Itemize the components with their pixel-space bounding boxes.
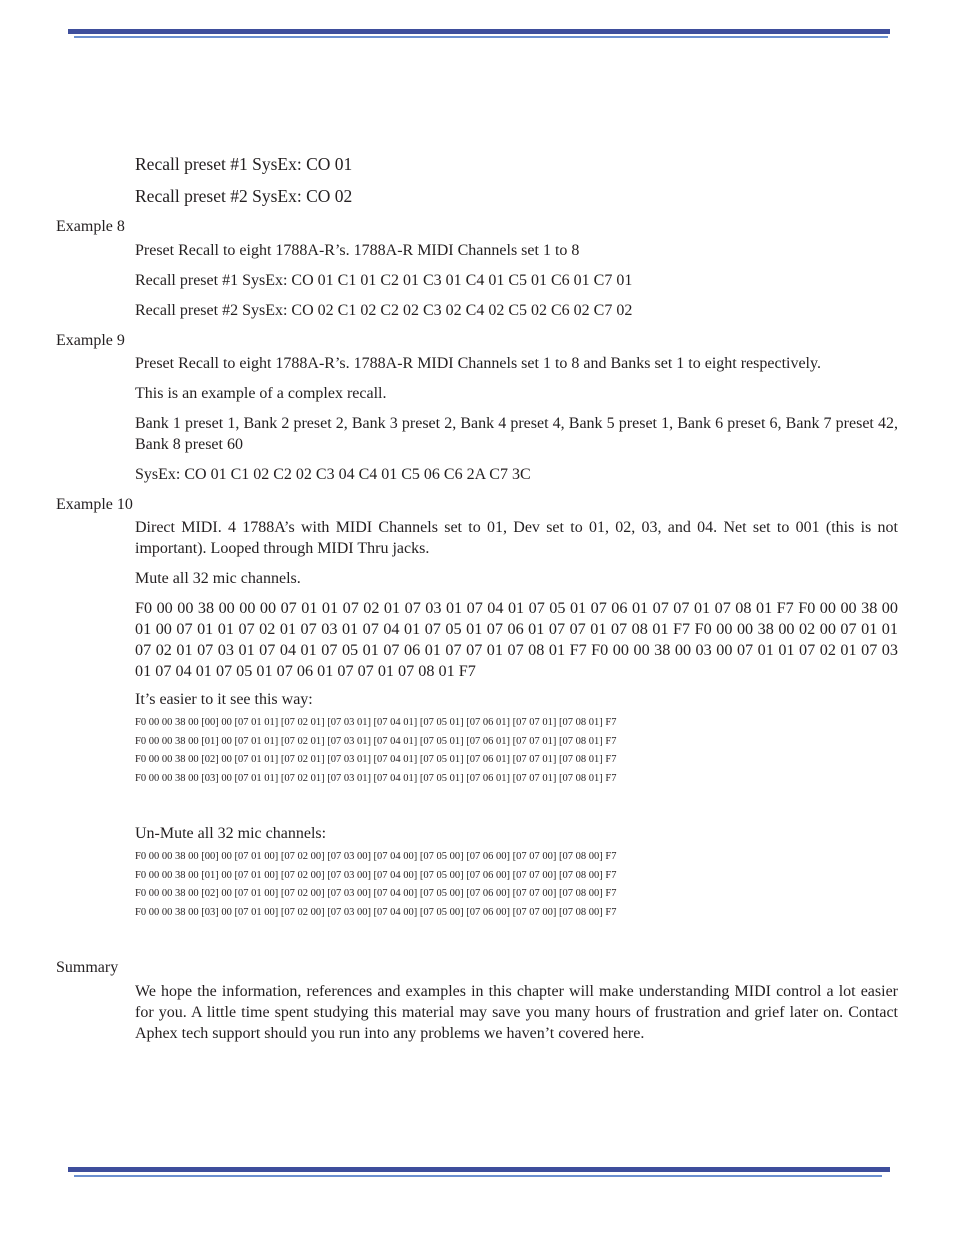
mute-hex-line-1: F0 00 00 38 00 [00] 00 [07 01 01] [07 02 01] [07 03 01] [07 04 01] [07 05 01] [07 06 01] [07 07 01] [07 08 01] F7: [135, 717, 617, 728]
unmute-hex-block: [135, 848, 898, 922]
example-9-line-4: SysEx: CO 01 C1 02 C2 02 C3 04 C4 01 C5 06 C6 2A C7 3C: [135, 466, 531, 483]
example-8-line-1: Preset Recall to eight 1788A-R’s. 1788A-R MIDI Channels set 1 to 8: [135, 242, 580, 259]
example-10-intro: Direct MIDI. 4 1788A’s with MIDI Channels set to 01, Dev set to 01, 02, 03, and 04. Net set to 001 (this is not important). Looped through MIDI Thru jacks.: [135, 519, 898, 557]
example-9-line-3: Bank 1 preset 1, Bank 2 preset 2, Bank 3 preset 2, Bank 4 preset 4, Bank 5 preset 1, Bank 6 preset 6, Bank 7 preset 42, Bank 8 preset 60: [135, 415, 898, 453]
mute-hex-line-2: F0 00 00 38 00 [01] 00 [07 01 01] [07 02 01] [07 03 01] [07 04 01] [07 05 01] [07 06 01] [07 07 01] [07 08 01] F7: [135, 735, 617, 747]
example-8-heading: Example 8: [56, 218, 125, 235]
mute-hex-line-3: F0 00 00 38 00 [02] 00 [07 01 01] [07 02 01] [07 03 01] [07 04 01] [07 05 01] [07 06 01] [07 07 01] [07 08 01] F7: [135, 754, 617, 766]
mute-hex-line-4: F0 00 00 38 00 [03] 00 [07 01 01] [07 02 01] [07 03 01] [07 04 01] [07 05 01] [07 06 01] [07 07 01] [07 08 01] F7: [135, 772, 617, 784]
footer-rule-thin: [74, 1175, 882, 1177]
unmute-hex-line-3: F0 00 00 38 00 [02] 00 [07 01 00] [07 02 00] [07 03 00] [07 04 00] [07 05 00] [07 06 00] [07 07 00] [07 08 00] F7: [135, 888, 617, 900]
intro-line-1: Recall preset #1 SysEx: CO 01: [135, 154, 353, 174]
example-8-line-2: Recall preset #1 SysEx: CO 01 C1 01 C2 01 C3 01 C4 01 C5 01 C6 01 C7 01: [135, 272, 633, 289]
unmute-hex-line-4: F0 00 00 38 00 [03] 00 [07 01 00] [07 02 00] [07 03 00] [07 04 00] [07 05 00] [07 06 00] [07 07 00] [07 08 00] F7: [135, 906, 617, 918]
header-rule: [68, 29, 890, 38]
unmute-hex-line-2: F0 00 00 38 00 [01] 00 [07 01 00] [07 02 00] [07 03 00] [07 04 00] [07 05 00] [07 06 00] [07 07 00] [07 08 00] F7: [135, 869, 617, 881]
example-8-line-3: Recall preset #2 SysEx: CO 02 C1 02 C2 02 C3 02 C4 02 C5 02 C6 02 C7 02: [135, 302, 633, 319]
example-9-line-2: This is an example of a complex recall.: [135, 385, 387, 402]
header-rule-thick: [68, 29, 890, 34]
example-9-heading: Example 9: [56, 332, 125, 349]
example-9-line-1: Preset Recall to eight 1788A-R’s. 1788A-R MIDI Channels set 1 to 8 and Banks set 1 to eight respectively.: [135, 355, 821, 372]
unmute-label: Un-Mute all 32 mic channels:: [135, 825, 327, 842]
mute-label: Mute all 32 mic channels.: [135, 570, 301, 587]
mute-stream: F0 00 00 38 00 00 00 07 01 01 07 02 01 07 03 01 07 04 01 07 05 01 07 06 01 07 07 01 07 08 01 F7 F0 00 00 38 00 01 00 07 01 01 07 02 01 07 03 01 07 04 01 07 05 01 07 06 01 07 07 01 07 08 01 F7 F0 00 00 38 00 02 00 07 01 01 07 02 01 07 03 01 07 04 01 07 05 01 07 06 01 07 07 01 07 08 01 F7 F0 00 00 38 00 03 00 07 01 01 07 02 01 07 03 01 07 04 01 07 05 01 07 06 01 07 07 01 07 08 01 F7: [135, 599, 898, 680]
easier-label: It’s easier to it see this way:: [135, 691, 313, 708]
mute-hex-block: [135, 714, 898, 788]
unmute-hex-line-1: F0 00 00 38 00 [00] 00 [07 01 00] [07 02 00] [07 03 00] [07 04 00] [07 05 00] [07 06 00] [07 07 00] [07 08 00] F7: [135, 851, 617, 862]
header-rule-thin: [74, 36, 888, 38]
intro-line-2: Recall preset #2 SysEx: CO 02: [135, 186, 353, 206]
footer-rule-thick: [68, 1167, 890, 1172]
summary-text: We hope the information, references and examples in this chapter will make understanding MIDI control a lot easier for you. A little time spent studying this material may save you many hours of frustration and grief later on. Contact Aphex tech support should you run into any problems we haven’t covered here.: [135, 983, 898, 1042]
example-10-heading: Example 10: [56, 496, 133, 513]
summary-heading: Summary: [56, 959, 119, 976]
footer-rule: [68, 1167, 890, 1177]
